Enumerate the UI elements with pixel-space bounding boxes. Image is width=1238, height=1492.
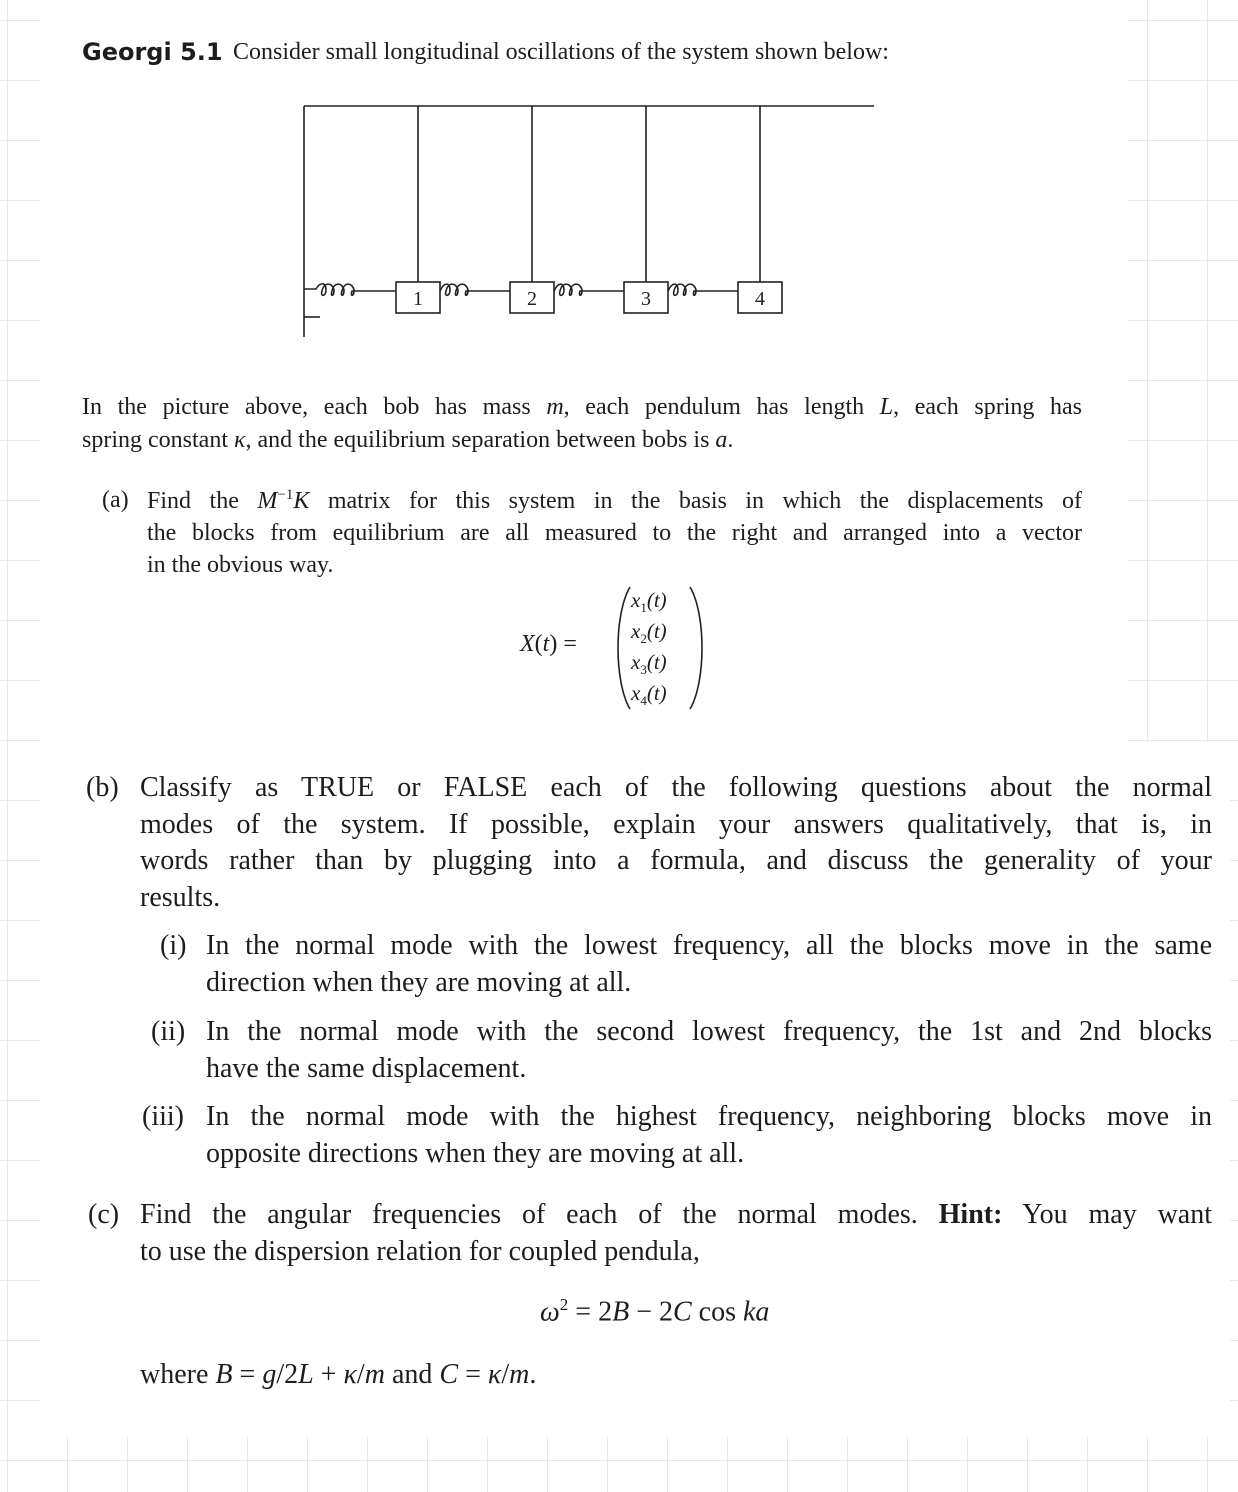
item-iii-line-2: opposite directions when they are moving at all. xyxy=(206,1138,745,1169)
dispersion-relation: $\omega^2 = 2B - 2C$ cos ka xyxy=(540,1295,770,1328)
part-c-line-1: Find the angular frequencies of each of the normal modes. Hint: You may want xyxy=(140,1199,1212,1230)
part-c-marker: (c) xyxy=(88,1199,120,1230)
problem-label: Georgi 5.1 xyxy=(82,38,223,66)
item-i-marker: (i) xyxy=(160,930,187,961)
item-iii-marker: (iii) xyxy=(142,1101,184,1132)
block-label-3: 3 xyxy=(641,288,651,310)
spring-1 xyxy=(304,284,396,296)
where-clause: where B = g/2L + κ/m and C = κ/m. xyxy=(140,1359,537,1390)
vector-entry-4: $x_4(t)$ xyxy=(631,681,667,709)
item-i-line-1: In the normal mode with the lowest frequency, all the blocks move in the same xyxy=(206,930,1212,961)
part-a-line-2: the blocks from equilibrium are all measured to the right and arranged into a vector xyxy=(147,520,1082,546)
block-label-4: 4 xyxy=(755,288,765,310)
spring-3 xyxy=(554,284,624,295)
spring-4 xyxy=(668,284,738,295)
vector-entry-2: $x_2(t)$ xyxy=(631,619,667,647)
part-b-line-2: modes of the system. If possible, explain your answers qualitatively, that is, in xyxy=(140,809,1212,840)
part-b-line-4: results. xyxy=(140,882,221,913)
spring-2 xyxy=(440,284,510,295)
part-c-line-2: to use the dispersion relation for coupled pendula, xyxy=(140,1236,700,1267)
block-label-2: 2 xyxy=(527,288,537,310)
part-b-marker: (b) xyxy=(86,772,119,803)
vector-entry-1: $x_1(t)$ xyxy=(631,588,667,616)
part-a-marker: (a) xyxy=(102,487,129,513)
description-line-1: In the picture above, each bob has mass m, each pendulum has length L, each spring has xyxy=(82,394,1083,420)
part-b-line-1: Classify as TRUE or FALSE each of the following questions about the normal xyxy=(140,772,1212,803)
state-vector-lhs: X(t) = xyxy=(520,631,577,657)
part-a-line-1: Find the $M^{-1}K$ matrix for this system in the basis in which the displacements of xyxy=(147,487,1082,514)
item-ii-line-1: In the normal mode with the second lowest frequency, the 1st and 2nd blocks xyxy=(206,1016,1212,1047)
item-ii-line-2: have the same displacement. xyxy=(206,1053,527,1084)
part-a-line-3: in the obvious way. xyxy=(147,552,334,578)
description-line-2: spring constant κ, and the equilibrium separation between bobs is a. xyxy=(82,427,734,453)
block-label-1: 1 xyxy=(413,288,423,310)
coupled-pendula-figure xyxy=(290,95,890,345)
vector-entry-3: $x_3(t)$ xyxy=(631,650,667,678)
part-b-line-3: words rather than by plugging into a formula, and discuss the generality of your xyxy=(140,845,1212,876)
item-ii-marker: (ii) xyxy=(151,1016,186,1047)
problem-intro: Consider small longitudinal oscillations of the system shown below: xyxy=(233,39,889,65)
item-i-line-2: direction when they are moving at all. xyxy=(206,967,632,998)
item-iii-line-1: In the normal mode with the highest frequency, neighboring blocks move in xyxy=(206,1101,1212,1132)
